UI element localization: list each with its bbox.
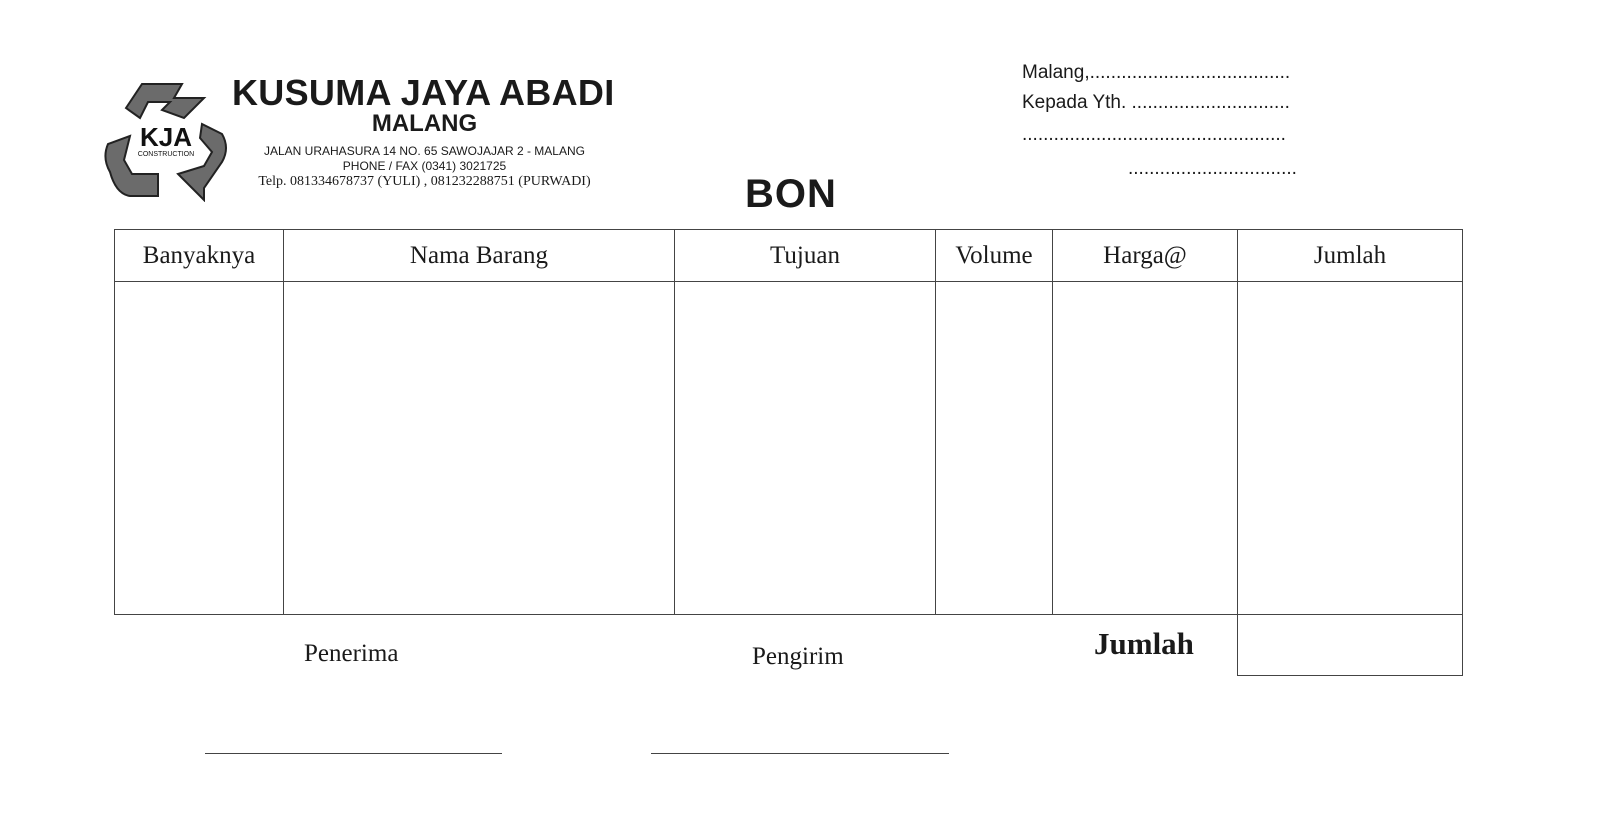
company-name: KUSUMA JAYA ABADI xyxy=(232,72,615,113)
logo-text: KJA xyxy=(139,122,193,152)
company-phone-fax: PHONE / FAX (0341) 3021725 xyxy=(342,159,507,173)
col-harga: Harga@ xyxy=(1053,230,1238,282)
company-logo xyxy=(104,78,228,202)
company-city: MALANG xyxy=(371,110,478,137)
receiver-signature-line xyxy=(205,753,502,754)
table-header-row xyxy=(115,230,1463,282)
sender-label: Pengirim xyxy=(752,643,844,670)
cell-volume xyxy=(936,282,1053,615)
cell-nama-barang xyxy=(284,282,675,615)
col-jumlah: Jumlah xyxy=(1238,230,1463,282)
svg-text:CONSTRUCTION: CONSTRUCTION xyxy=(137,151,195,158)
recycle-icon xyxy=(104,78,228,202)
cell-banyaknya xyxy=(115,282,284,615)
receiver-label: Penerima xyxy=(304,640,399,667)
place-date-field: Malang,...................................... xyxy=(1022,62,1291,83)
sender-signature-line xyxy=(651,753,949,754)
recipient-line-1: .................................................. xyxy=(1022,124,1286,145)
cell-jumlah xyxy=(1238,282,1463,615)
cell-harga xyxy=(1053,282,1238,615)
col-volume: Volume xyxy=(936,230,1053,282)
total-label: Jumlah xyxy=(1094,626,1194,661)
items-table xyxy=(114,229,1463,615)
col-nama-barang: Nama Barang xyxy=(284,230,675,282)
table-row xyxy=(115,282,1463,615)
col-banyaknya: Banyaknya xyxy=(115,230,284,282)
recipient-field: Kepada Yth. .............................. xyxy=(1022,92,1290,113)
total-box xyxy=(1237,614,1463,676)
cell-tujuan xyxy=(675,282,936,615)
document-title: BON xyxy=(745,172,837,216)
recipient-line-2: ................................ xyxy=(1128,158,1297,179)
company-address: JALAN URAHASURA 14 NO. 65 SAWOJAJAR 2 - MALANG xyxy=(264,144,585,158)
col-tujuan: Tujuan xyxy=(675,230,936,282)
company-telp: Telp. 081334678737 (YULI) , 081232288751 (PURWADI) xyxy=(258,174,591,189)
